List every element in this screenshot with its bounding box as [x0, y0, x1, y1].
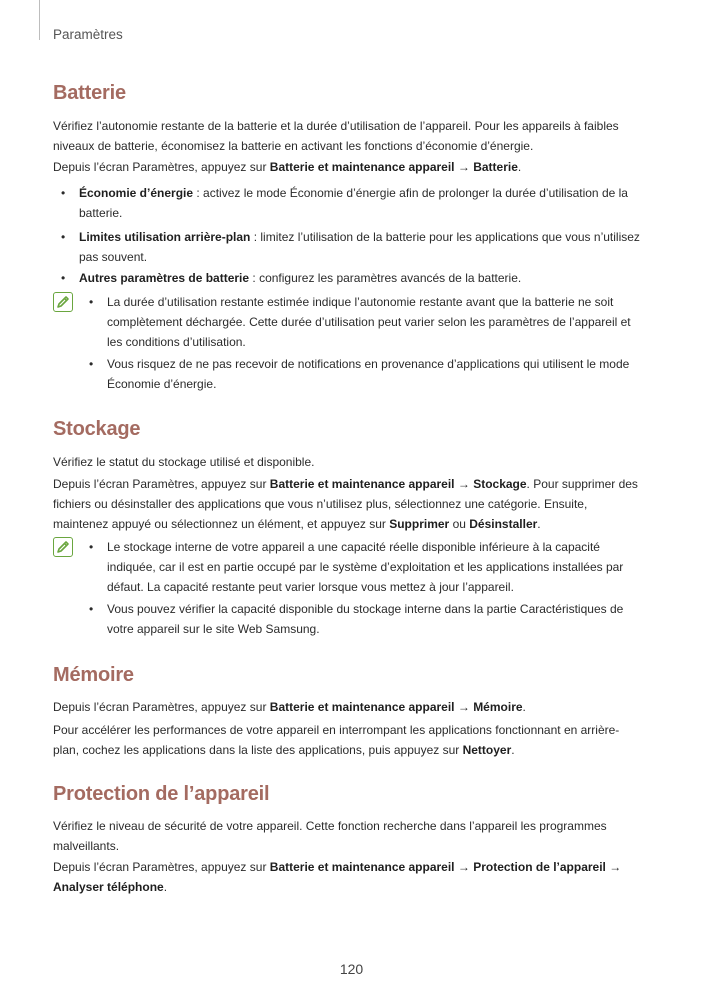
storage-note-item: • Vous pouvez vérifier la capacité disponible du stockage interne dans la partie Caractéristiques de votre appareil sur le site Web Samsung. — [89, 602, 624, 636]
protection-intro: Vérifiez le niveau de sécurité de votre appareil. Cette fonction recherche dans l’appareil les programmes malveillants. — [53, 819, 607, 853]
protection-menu-path: Batterie et maintenance appareil — [269, 860, 455, 874]
section-heading-memory: Mémoire — [53, 664, 134, 686]
memory-description: Pour accélérer les performances de votre appareil en interrompant les applications fonctionnant en arrière-plan, cochez les applications dans la liste des applications, puis appuyez sur Nettoyer. — [53, 723, 620, 757]
section-heading-storage: Stockage — [53, 418, 141, 440]
battery-bullet-background-limits: • Limites utilisation arrière-plan : limitez l’utilisation de la batterie pour les applications que vous n’utilisez pas souvent. — [61, 230, 640, 264]
battery-bullet-power-saving: • Économie d’énergie : activez le mode Économie d’énergie afin de prolonger la durée d’utilisation de la batterie. — [61, 186, 628, 220]
delete-label: Supprimer — [389, 517, 450, 531]
battery-note-item: • La durée d’utilisation restante estimée indique l’autonomie restante avant que la batterie ne soit complètement déchargée. Cette durée d’utilisation peut varier selon les paramètres de l’appareil et les conditions d’utilisation. — [89, 295, 631, 349]
battery-menu-path: Batterie et maintenance appareil — [269, 160, 455, 174]
protection-path: Depuis l’écran Paramètres, appuyez sur Batterie et maintenance appareil → Protection de l’appareil → Analyser téléphone. — [53, 860, 622, 894]
memory-menu-target: Mémoire — [473, 700, 523, 714]
storage-path: Depuis l’écran Paramètres, appuyez sur Batterie et maintenance appareil → Stockage. Pour supprimer des fichiers ou désinstaller des applications que vous n’utilisez plus, sélectionnez une catégorie. Ensuite, maintenez appuyé ou sélectionnez un élément, et appuyez sur Supprimer ou Désinstaller. — [53, 477, 638, 531]
battery-bullet-more-settings: • Autres paramètres de batterie : configurez les paramètres avancés de la batterie. — [61, 271, 522, 285]
section-heading-device-protection: Protection de l’appareil — [53, 783, 270, 805]
storage-note-item: • Le stockage interne de votre appareil a une capacité réelle disponible inférieure à la capacité indiquée, car il est en partie occupé par le système d’exploitation et les applications installées par défaut. La capacité restante peut varier lorsque vous mettez à jour l’appareil. — [89, 540, 624, 594]
note-pencil-icon — [53, 537, 73, 557]
clean-label: Nettoyer — [462, 743, 512, 757]
battery-note-item: • Vous risquez de ne pas recevoir de notifications en provenance d’applications qui utilisent le mode Économie d’énergie. — [89, 357, 630, 391]
uninstall-label: Désinstaller — [469, 517, 538, 531]
memory-path: Depuis l’écran Paramètres, appuyez sur Batterie et maintenance appareil → Mémoire. — [53, 700, 526, 714]
storage-menu-path: Batterie et maintenance appareil — [269, 477, 455, 491]
scan-phone-label: Analyser téléphone — [53, 880, 164, 894]
header-rule — [39, 0, 40, 40]
memory-menu-path: Batterie et maintenance appareil — [269, 700, 455, 714]
battery-menu-target: Batterie — [473, 160, 518, 174]
storage-menu-target: Stockage — [473, 477, 527, 491]
storage-intro: Vérifiez le statut du stockage utilisé et disponible. — [53, 455, 315, 469]
note-pencil-icon — [53, 292, 73, 312]
battery-path: Depuis l’écran Paramètres, appuyez sur Batterie et maintenance appareil → Batterie. — [53, 160, 522, 174]
battery-intro: Vérifiez l’autonomie restante de la batterie et la durée d’utilisation de l’appareil. Pour les appareils à faibles niveaux de batterie, économisez la batterie en activant les fonctions d’économie d’énergie. — [53, 119, 619, 153]
page-header: Paramètres — [53, 27, 123, 42]
page-number: 120 — [339, 961, 364, 977]
section-heading-battery: Batterie — [53, 82, 126, 104]
protection-menu-target: Protection de l’appareil — [473, 860, 606, 874]
